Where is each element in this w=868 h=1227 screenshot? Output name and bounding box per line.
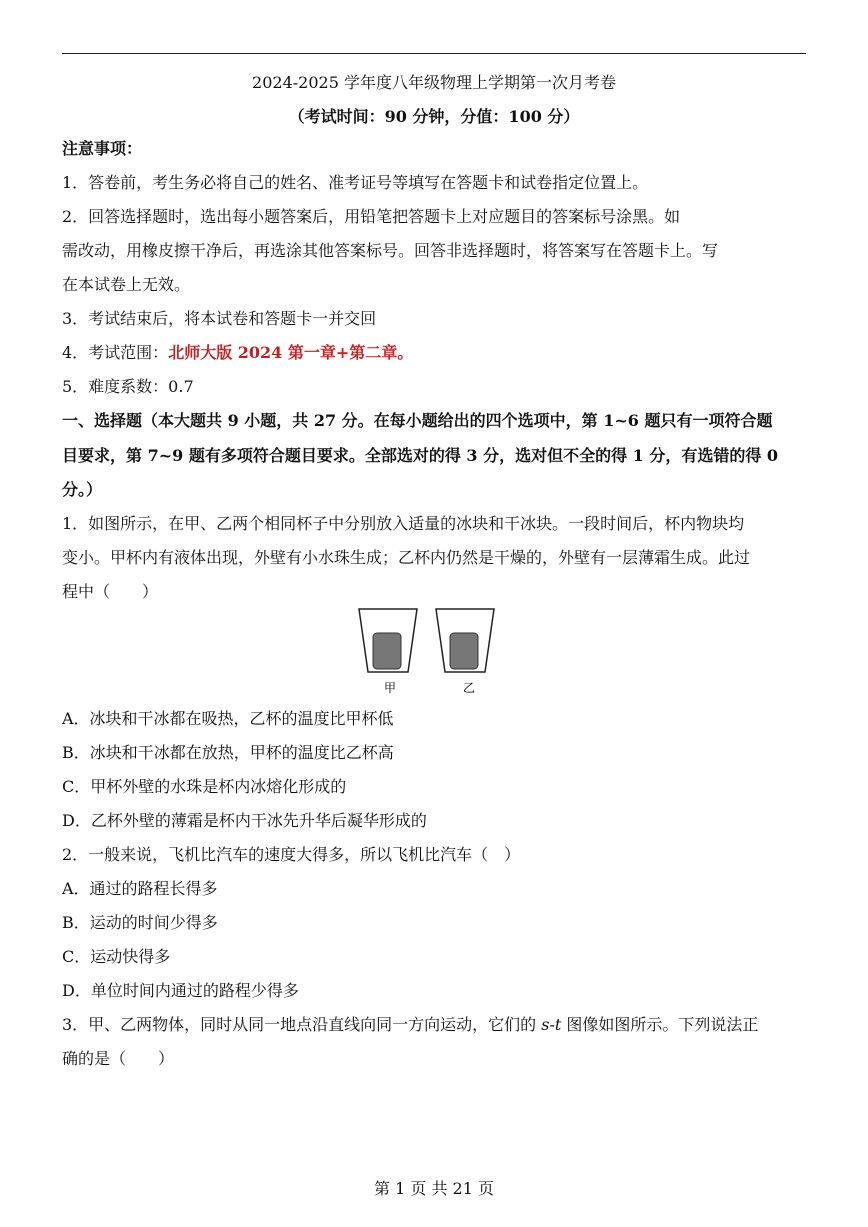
- q1-option-c: C．甲杯外壁的水珠是杯内冰熔化形成的: [62, 777, 347, 796]
- q1-option-a: A．冰块和干冰都在吸热，乙杯的温度比甲杯低: [62, 709, 394, 728]
- q3-stem-line-2: 确的是（ ）: [62, 1049, 175, 1068]
- q1-stem-line-1: 1．如图所示，在甲、乙两个相同杯子中分别放入适量的冰块和干冰块。一段时间后，杯内物块均: [62, 514, 745, 533]
- notice-item-2-line-3: 在本试卷上无效。: [62, 275, 191, 294]
- cup-yi: [436, 609, 494, 672]
- exam-title: 2024-2025 学年度八年级物理上学期第一次月考卷: [252, 73, 616, 92]
- exam-scope: 北师大版 2024 第一章+第二章。: [168, 343, 414, 362]
- notice-item-2-line-2: 需改动，用橡皮擦干净后，再选涂其他答案标号。回答非选择题时，将答案写在答题卡上。写: [62, 241, 719, 260]
- q3-stem-line-1: [62, 1015, 758, 1035]
- notice-item-1: 1．答卷前，考生务必将自己的姓名、准考证号等填写在答题卡和试卷指定位置上。: [62, 173, 649, 192]
- q2-option-b: B．运动的时间少得多: [62, 913, 218, 932]
- notice-heading: 注意事项：: [62, 139, 143, 158]
- notice-item-2-line-1: 2．回答选择题时，选出每小题答案后，用铅笔把答题卡上对应题目的答案标号涂黑。如: [62, 207, 681, 226]
- q3-stem-post: 图像如图所示。下列说法正: [561, 1015, 759, 1034]
- q1-cups-figure: [356, 606, 496, 698]
- cup-jia: [359, 609, 417, 672]
- q3-stem-pre: 3．甲、乙两物体，同时从同一地点沿直线向同一方向运动，它们的: [62, 1015, 542, 1034]
- cup-label-yi: 乙: [462, 681, 476, 695]
- notice-item-5: 5．难度系数：0.7: [62, 377, 194, 396]
- section1-instructions-line-3: 分。）: [62, 480, 103, 499]
- notice-item-4-prefix: 4．考试范围：: [62, 343, 169, 362]
- q2-stem: 2．一般来说，飞机比汽车的速度大得多，所以飞机比汽车（ ）: [62, 845, 521, 864]
- q1-stem-line-3: 程中（ ）: [62, 582, 159, 601]
- q1-option-b: B．冰块和干冰都在放热，甲杯的温度比乙杯高: [62, 743, 394, 762]
- page-number: 第 1 页 共 21 页: [374, 1179, 494, 1198]
- q1-stem-line-2: 变小。甲杯内有液体出现，外壁有小水珠生成；乙杯内仍然是干燥的，外壁有一层薄霜生成。此过: [62, 548, 751, 567]
- cup-label-jia: 甲: [383, 681, 397, 695]
- section1-instructions-line-1: 一、选择题（本大题共 9 小题，共 27 分。在每小题给出的四个选项中，第 1~6 题只有一项符合题: [62, 411, 773, 430]
- section1-instructions-line-2: 目要求，第 7~9 题有多项符合题目要求。全部选对的得 3 分，选对但不全的得 1 分，有选错的得 0: [62, 446, 779, 465]
- q2-option-d: D．单位时间内通过的路程少得多: [62, 981, 299, 1000]
- q2-option-a: A．通过的路程长得多: [62, 879, 218, 898]
- header-rule: [62, 53, 806, 54]
- q2-option-c: C．运动快得多: [62, 947, 171, 966]
- q1-option-d: D．乙杯外壁的薄霜是杯内干冰先升华后凝华形成的: [62, 811, 427, 830]
- q3-st-variable: s-t: [541, 1015, 562, 1034]
- notice-item-4: [62, 343, 413, 363]
- notice-item-3: 3．考试结束后，将本试卷和答题卡一并交回: [62, 309, 377, 328]
- exam-subtitle: （考试时间：90 分钟，分值：100 分）: [288, 107, 580, 126]
